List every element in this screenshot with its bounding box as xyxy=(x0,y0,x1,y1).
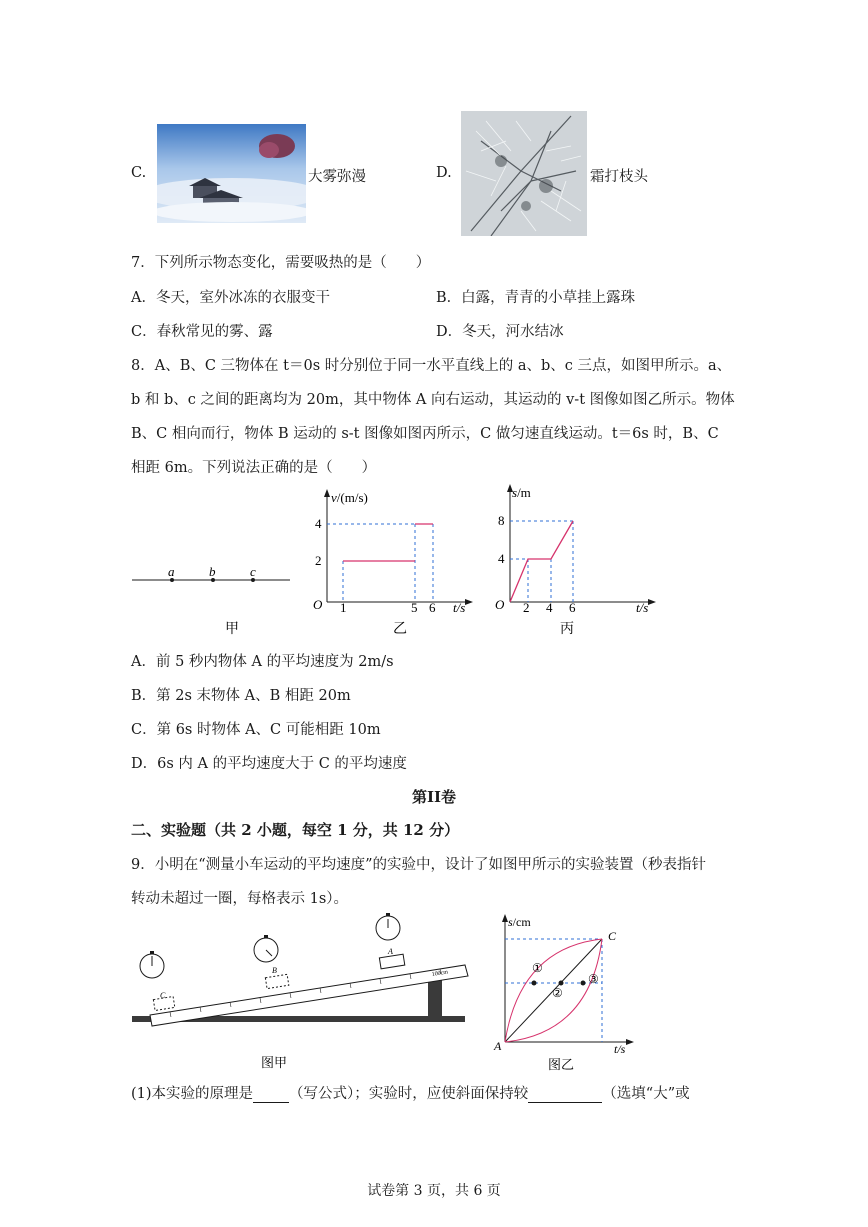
guide-dashes xyxy=(327,524,433,602)
xtick-6: 6 xyxy=(429,600,436,615)
figure-yi-caption: 图乙 xyxy=(548,1057,575,1072)
fog-image xyxy=(157,124,306,223)
q8-line1: 8．A、B、C 三物体在 t＝0s 时分别位于同一水平直线上的 a、b、c 三点，如图甲所示。a、 xyxy=(131,358,732,374)
q7-option-d: D．冬天，河水结冰 xyxy=(436,324,564,340)
answer-blank-slope[interactable] xyxy=(528,1086,602,1103)
cart-b xyxy=(265,966,288,989)
q9-line1: 9．小明在“测量小车运动的平均速度”的实验中，设计了如图甲所示的实验装置（秒表指针 xyxy=(131,857,707,873)
origin-label: O xyxy=(495,597,505,612)
y-axis-label: s/m xyxy=(512,485,531,500)
q9-sub1 xyxy=(131,1082,690,1103)
q9-sub1-text-b: （写公式）；实验时，应使斜面保持较 xyxy=(289,1086,529,1102)
x-axis-label: t/s xyxy=(636,600,649,615)
q7-stem: 7．下列所示物态变化，需要吸热的是（ ） xyxy=(131,255,431,271)
option-d-caption: 霜打枝头 xyxy=(590,169,648,185)
section-heading: 二、实验题（共 2 小题，每空 1 分，共 12 分） xyxy=(131,821,460,839)
q7-option-b: B．白露，青青的小草挂上露珠 xyxy=(436,290,636,306)
svg-text:B: B xyxy=(272,966,277,975)
frost-image xyxy=(461,111,587,236)
figure-bing-caption: 丙 xyxy=(560,622,574,637)
q9-sub1-text-c: （选填“大”或 xyxy=(602,1086,690,1102)
q9-figure-yi xyxy=(490,908,640,1075)
ytick-4: 4 xyxy=(315,516,322,531)
displacement-line xyxy=(510,521,573,602)
ruler-end-label: 100cm xyxy=(431,969,449,978)
q8-line4: 相距 6m。下列说法正确的是（ ） xyxy=(131,460,377,476)
q8-figure-bing xyxy=(490,478,660,640)
ytick-8: 8 xyxy=(498,513,505,528)
point-a-label: a xyxy=(168,564,175,579)
curve-1-label: ① xyxy=(532,961,543,975)
curve-3-label: ③ xyxy=(588,972,599,986)
cart-a xyxy=(379,947,404,969)
point-b-label: b xyxy=(209,564,216,579)
xtick-6: 6 xyxy=(569,600,576,615)
xtick-5: 5 xyxy=(411,600,418,615)
x-axis-label: t/s xyxy=(614,1042,626,1056)
q8-figure-jia xyxy=(130,560,295,640)
q7-option-a: A．冬天，室外冰冻的衣服变干 xyxy=(131,290,330,306)
y-axis-label: v/(m/s) xyxy=(331,490,368,505)
q8-line2: b 和 b、c 之间的距离均为 20m，其中物体 A 向右运动，其运动的 v-t 图像如图乙所示。物体 xyxy=(131,392,735,408)
q8-option-d: D．6s 内 A 的平均速度大于 C 的平均速度 xyxy=(131,756,407,772)
option-c-label: C. xyxy=(131,165,147,181)
stopwatch-icon xyxy=(140,951,164,978)
xtick-1: 1 xyxy=(340,600,347,615)
answer-blank-formula[interactable] xyxy=(253,1086,289,1103)
stopwatch-icon xyxy=(254,935,278,962)
svg-text:A: A xyxy=(388,947,393,956)
q9-line2: 转动未超过一圈，每格表示 1s）。 xyxy=(131,891,349,907)
option-c-caption: 大雾弥漫 xyxy=(308,169,366,185)
y-axis-label: s/cm xyxy=(508,915,531,929)
end-point-label: C xyxy=(608,929,617,943)
fog-photo xyxy=(157,124,306,223)
q8-option-b: B．第 2s 末物体 A、B 相距 20m xyxy=(131,688,351,704)
q9-sub1-text-a: (1)本实验的原理是 xyxy=(131,1086,254,1102)
point-c-label: c xyxy=(250,564,256,579)
page-footer: 试卷第 3 页，共 6 页 xyxy=(367,1183,501,1199)
frost-photo xyxy=(461,111,587,236)
xtick-2: 2 xyxy=(523,600,530,615)
ytick-4: 4 xyxy=(498,551,505,566)
q9-figure-jia xyxy=(130,910,470,1075)
ytick-2: 2 xyxy=(315,553,322,568)
q8-option-c: C．第 6s 时物体 A、C 可能相距 10m xyxy=(131,722,381,738)
cart-c xyxy=(153,991,174,1010)
stopwatch-icon xyxy=(376,913,400,940)
q8-option-a: A．前 5 秒内物体 A 的平均速度为 2m/s xyxy=(131,654,394,670)
velocity-line xyxy=(343,524,433,561)
part2-title: 第II卷 xyxy=(411,788,457,806)
q8-figure-yi xyxy=(305,485,480,640)
xtick-4: 4 xyxy=(546,600,553,615)
option-d-label: D. xyxy=(436,165,452,181)
q8-line3: B、C 相向而行，物体 B 运动的 s-t 图像如图丙所示，C 做匀速直线运动。t＝6s 时，B、C xyxy=(131,426,719,442)
origin-label: A xyxy=(494,1039,502,1053)
curve-2-label: ② xyxy=(552,986,563,1000)
svg-text:C: C xyxy=(160,991,166,1000)
origin-label: O xyxy=(313,597,323,612)
q7-option-c: C．春秋常见的雾、露 xyxy=(131,324,273,340)
guide-dashes xyxy=(510,521,573,602)
figure-yi-caption: 乙 xyxy=(393,622,407,637)
figure-jia-caption: 图甲 xyxy=(261,1055,288,1070)
support-block xyxy=(428,980,442,1018)
figure-jia-caption: 甲 xyxy=(225,622,239,637)
x-axis-label: t/s xyxy=(453,600,466,615)
